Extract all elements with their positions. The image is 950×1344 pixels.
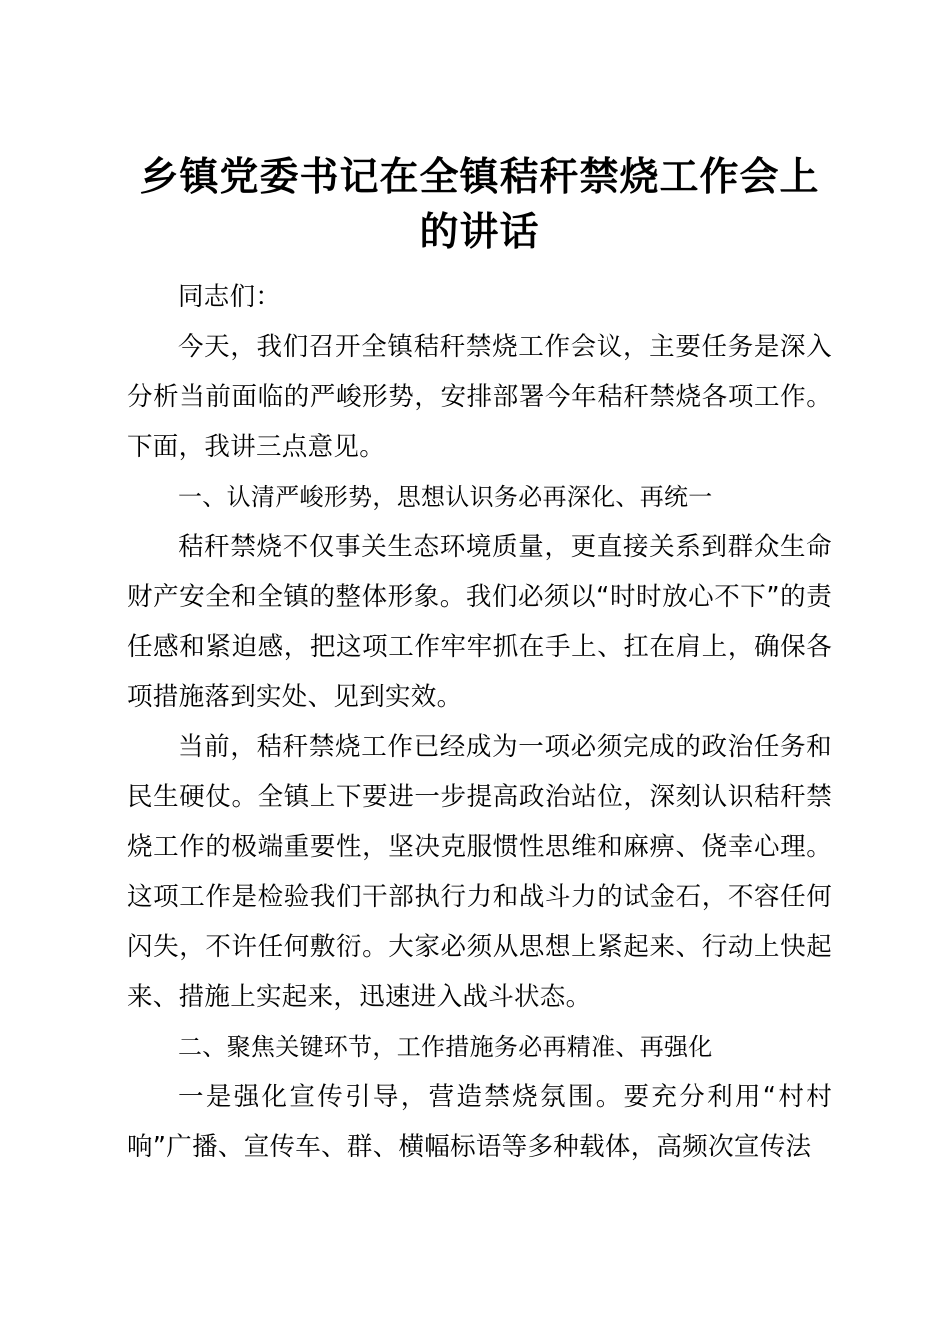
document-body [127,272,832,1172]
document-title [127,150,832,260]
section-heading-2: 二、聚焦关键环节，工作措施务必再精准、再强化 [178,1033,713,1061]
document-page [127,150,832,1172]
paragraph: 当前，秸秆禁烧工作已经成为一项必须完成的政治任务和民生硬仗。全镇上下要进一步提高政治站位，深刻认识秸秆禁烧工作的极端重要性，坚决克服惯性思维和麻痹、侥幸心理。这项工作是检验我们干部执行力和战斗力的试金石，不容任何闪失，不许任何敷衍。大家必须从思想上紧起来、行动上快起来、措施上实起来，迅速进入战斗状态。 [127,732,832,1012]
paragraph: 一是强化宣传引导，营造禁烧氛围。要充分利用“村村响”广播、宣传车、群、横幅标语等多种载体，高频次宣传法 [127,1082,832,1162]
salutation: 同志们： [178,282,282,312]
paragraph: 秸秆禁烧不仅事关生态环境质量，更直接关系到群众生命财产安全和全镇的整体形象。我们必须以“时时放心不下”的责任感和紧迫感，把这项工作牢牢抓在手上、扛在肩上，确保各项措施落到实处、见到实效。 [127,532,832,712]
paragraph-intro: 今天，我们召开全镇秸秆禁烧工作会议，主要任务是深入分析当前面临的严峻形势，安排部署今年秸秆禁烧各项工作。下面，我讲三点意见。 [127,332,832,462]
section-heading-1: 一、认清严峻形势，思想认识务必再深化、再统一 [178,483,713,511]
title-line-1: 乡镇党委书记在全镇秸秆禁烧工作会上 [139,154,820,200]
title-line-2: 的讲话 [419,209,540,255]
